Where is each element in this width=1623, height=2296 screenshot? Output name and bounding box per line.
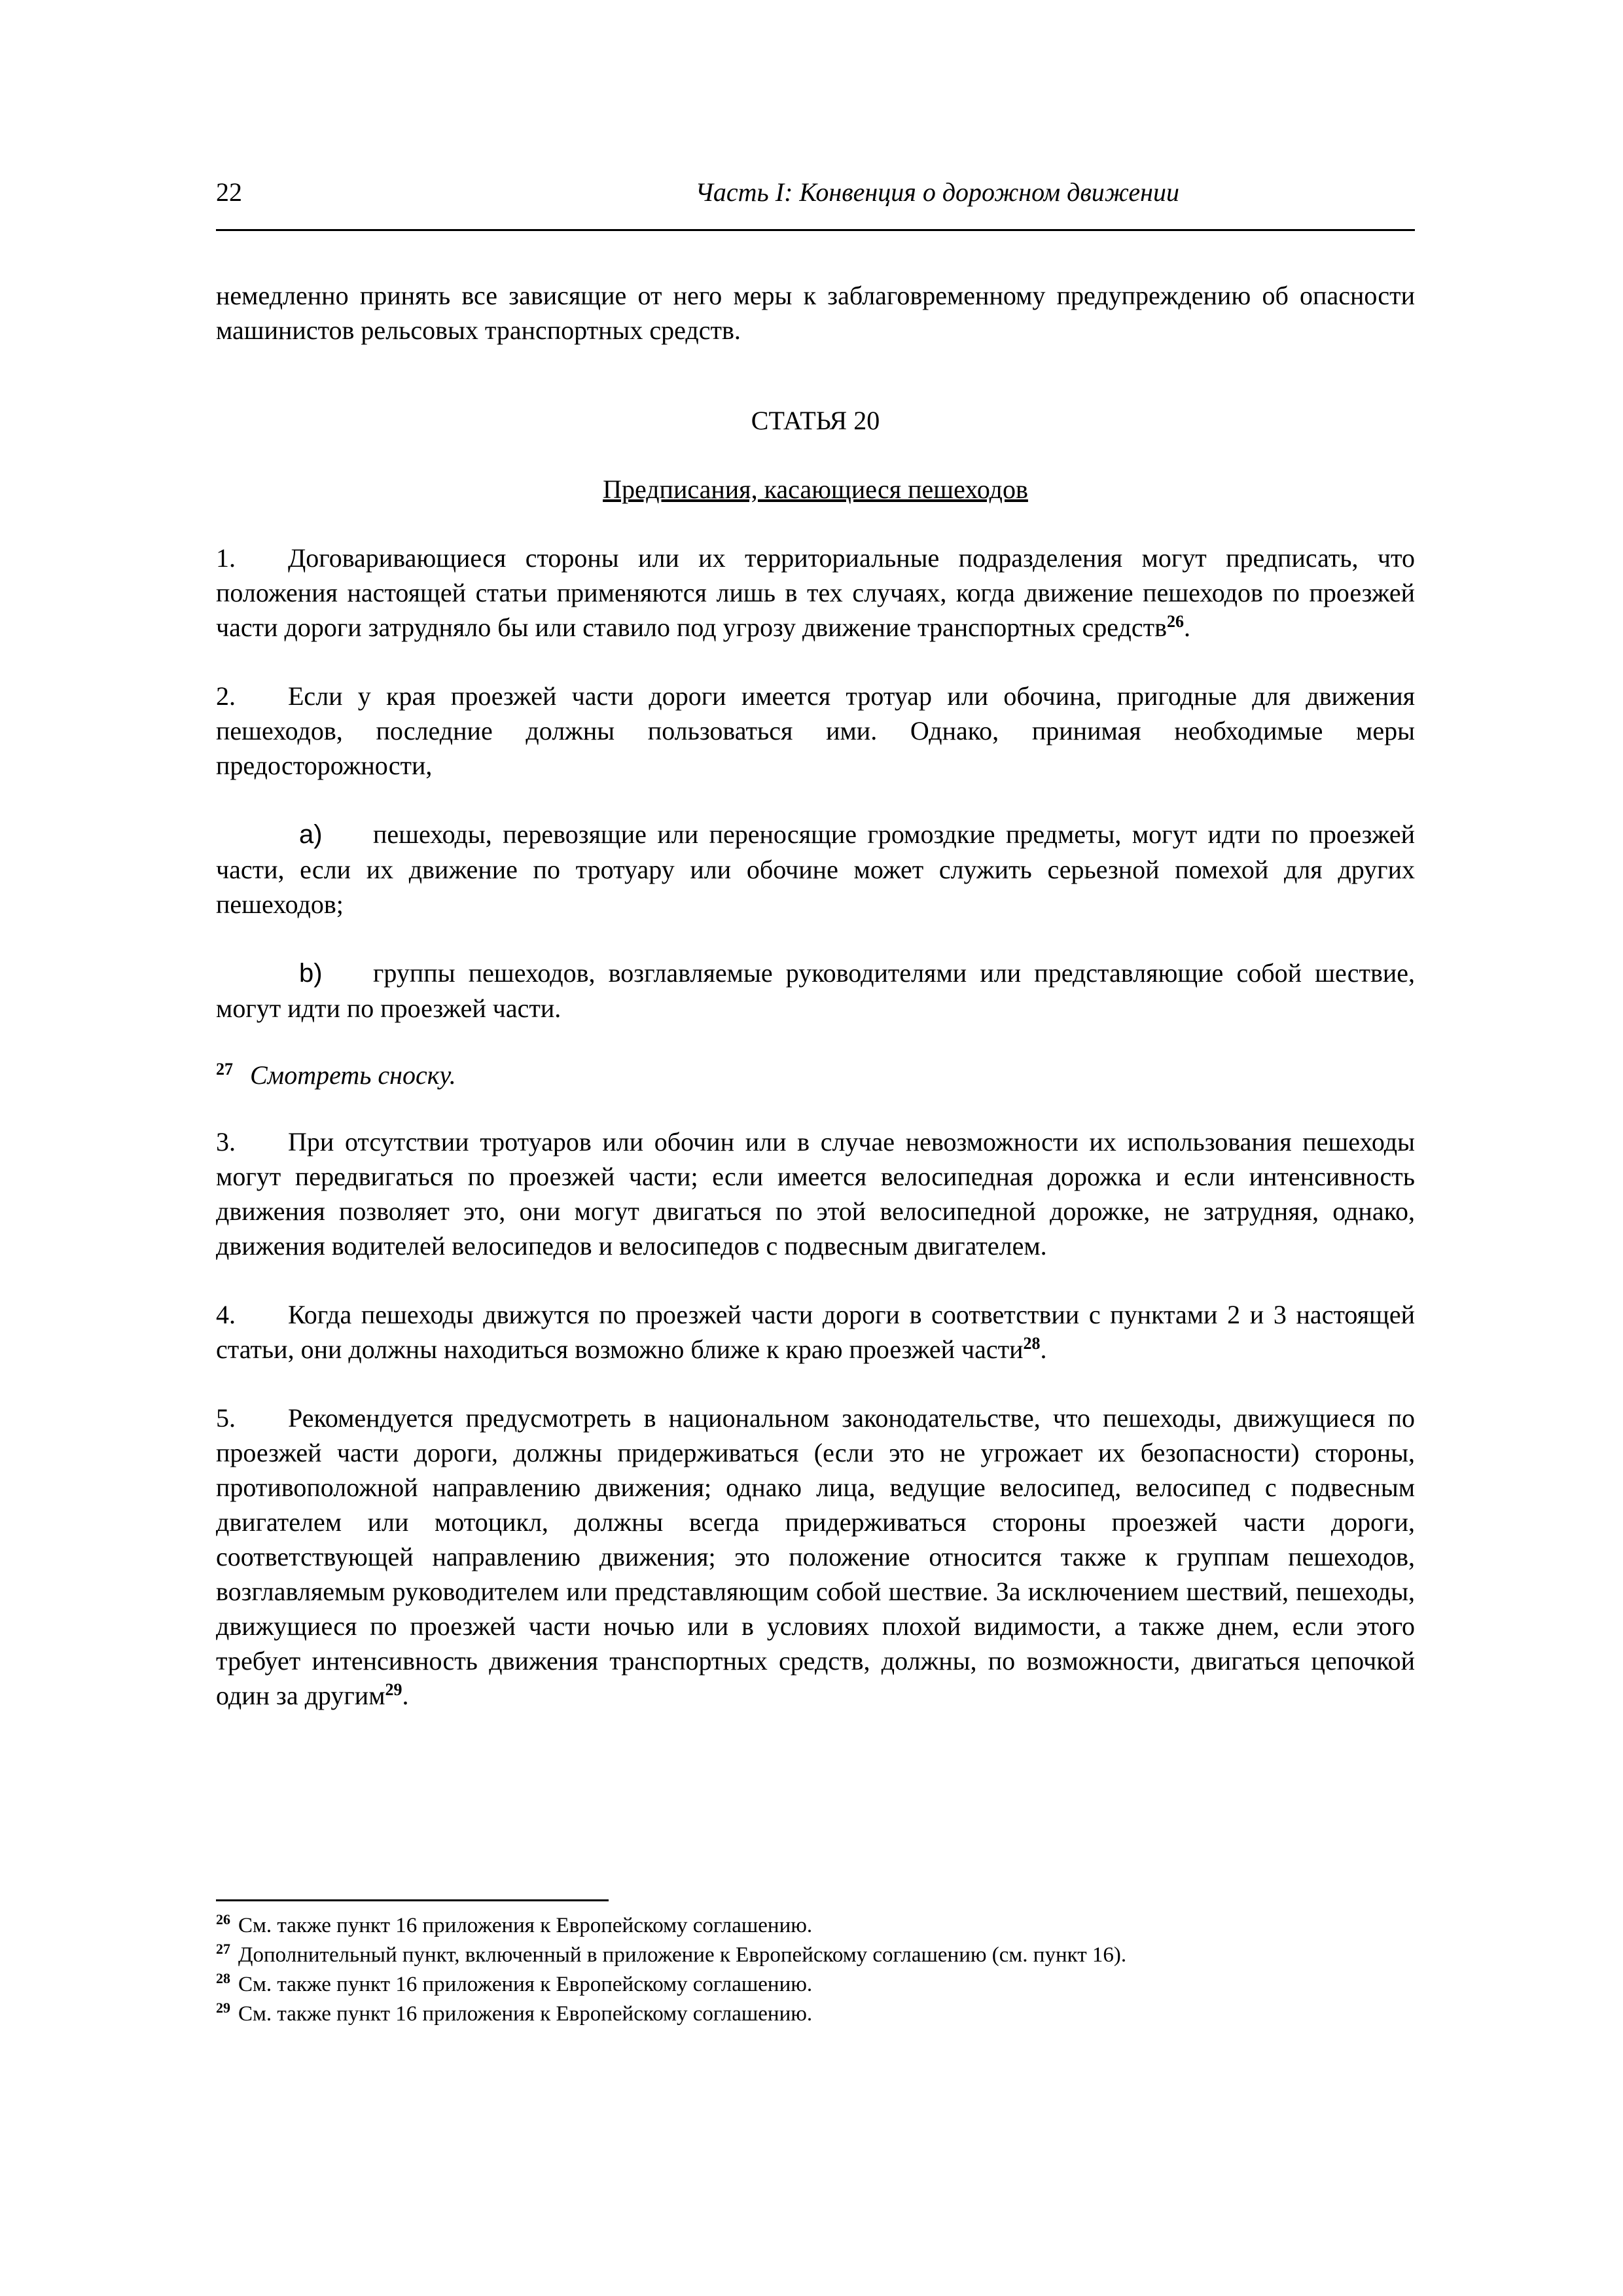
paragraph-number: 5. (216, 1403, 236, 1433)
footnote-28 (216, 1970, 1415, 2000)
paragraph-4 (216, 1297, 1415, 1367)
paragraph-number: 1. (216, 543, 236, 573)
footnote-text: См. также пункт 16 приложения к Европейскому соглашению. (238, 1914, 813, 1937)
paragraph-end: . (1040, 1335, 1047, 1364)
footnote-ref[interactable]: 27 (216, 1060, 233, 1079)
paragraph-text: Рекомендуется предусмотреть в национальном законодательстве, что пешеходы, движущиеся по проезжей части дороги, должны придерживаться (если это не угрожает их безопасности) стороны, противоположной направлению движения; однако лица, ведущие велосипед, велосипед с подвесным двигателем или мотоцикл, должны всегда придерживаться стороны проезжей части дороги, соответствующей направлению движения; это положение относится также к группам пешеходов, возглавляемым руководителем или представляющим собой шествие. За исключением шествий, пешеходы, движущиеся по проезжей части ночью или в условиях плохой видимости, а также днем, если этого требует интенсивность движения транспортных средств, должны, по возможности, двигаться цепочкой один за другим (216, 1403, 1415, 1710)
paragraph-number: 4. (216, 1300, 236, 1329)
subitem-letter: a) (299, 820, 323, 849)
footnote-text: См. также пункт 16 приложения к Европейскому соглашению. (238, 1973, 813, 1996)
footnote-text: Дополнительный пункт, включенный в приложение к Европейскому соглашению (см. пункт 16). (238, 1943, 1127, 1967)
paragraph-text: При отсутствии тротуаров или обочин или в случае невозможности их использования пешеходы могут передвигаться по проезжей части; если имеется велосипедная дорожка и если интенсивность движения позволяет это, они могут двигаться по этой велосипедной дорожке, не затрудняя, однако, движения водителей велосипедов и велосипедов с подвесным двигателем. (216, 1127, 1415, 1261)
footnote-number: 29 (216, 2000, 230, 2016)
paragraph-5 (216, 1401, 1415, 1713)
page (216, 177, 1415, 1713)
paragraph-number: 3. (216, 1127, 236, 1157)
inline-note-text: Смотреть сноску. (250, 1060, 456, 1090)
paragraph-text: Когда пешеходы движутся по проезжей части дороги в соответствии с пунктами 2 и 3 настоящей статьи, они должны находиться возможно ближе к краю проезжей части (216, 1300, 1415, 1364)
subitem-letter: b) (299, 959, 323, 988)
paragraph-text: Если у края проезжей части дороги имеется тротуар или обочина, пригодные для движения пешеходов, последние должны пользоваться ими. Однако, принимая необходимые меры предосторожности, (216, 681, 1415, 780)
paragraph-number: 2. (216, 681, 236, 711)
subitem-b (216, 956, 1415, 1026)
subitem-a (216, 817, 1415, 922)
running-title: Часть I: Конвенция о дорожном движении (695, 177, 1179, 207)
paragraph-end: . (1184, 613, 1190, 642)
footnote-separator (216, 1899, 609, 1901)
paragraph-text: Договаривающиеся стороны или их территориальные подразделения могут предписать, что положения настоящей статьи применяются лишь в тех случаях, когда движение пешеходов по проезжей части дороги затрудняло бы или ставило под угрозу движение транспортных средств (216, 543, 1415, 642)
paragraph-2 (216, 679, 1415, 783)
footnote-29 (216, 2000, 1415, 2029)
page-number: 22 (216, 177, 242, 207)
footnote-ref[interactable]: 26 (1167, 612, 1184, 631)
paragraph-3 (216, 1124, 1415, 1263)
article-title: СТАТЬЯ 20 (751, 406, 880, 435)
paragraph-1 (216, 541, 1415, 645)
footnote-ref[interactable]: 29 (385, 1680, 402, 1699)
inline-note (216, 1060, 1415, 1090)
footnote-text: См. также пункт 16 приложения к Европейскому соглашению. (238, 2002, 813, 2026)
footnote-number: 26 (216, 1911, 230, 1928)
subitem-text: группы пешеходов, возглавляемые руководителями или представляющие собой шествие, могут идти по проезжей части. (216, 958, 1415, 1023)
footnote-27 (216, 1941, 1415, 1970)
running-header (216, 177, 1415, 231)
footnote-number: 27 (216, 1941, 230, 1957)
article-subtitle: Предписания, касающиеся пешеходов (603, 475, 1028, 504)
footnotes (216, 1911, 1415, 2029)
paragraph-end: . (402, 1681, 409, 1710)
footnote-number: 28 (216, 1970, 230, 1986)
continuation-text: немедленно принять все зависящие от него меры к заблаговременному предупреждению об опасности машинистов рельсовых транспортных средств. (216, 281, 1415, 345)
subitem-text: пешеходы, перевозящие или переносящие громоздкие предметы, могут идти по проезжей части, если их движение по тротуару или обочине может служить серьезной помехой для других пешеходов; (216, 819, 1415, 919)
footnote-26 (216, 1911, 1415, 1941)
footnote-ref[interactable]: 28 (1023, 1334, 1041, 1353)
